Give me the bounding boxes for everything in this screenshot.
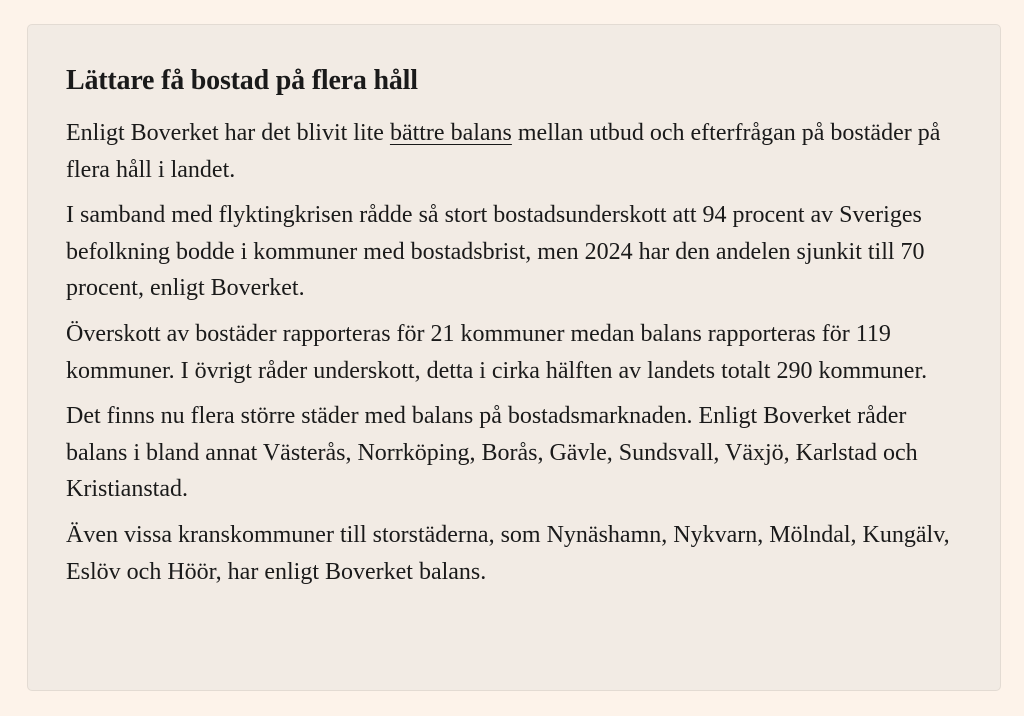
paragraph-text: Enligt Boverket har det blivit lite	[66, 120, 390, 146]
paragraph-housing-shortage: I samband med flyktingkrisen rådde så stort bostadsunderskott att 94 procent av Sveriges befolkning bodde i kommuner med bostadsbrist, men 2024 har den andelen sjunkit till 70 procent, enligt Boverket.	[66, 202, 925, 302]
battre-balans-link[interactable]: bättre balans	[389, 120, 512, 146]
paragraph-surplus-balance: Överskott av bostäder rapporteras för 21 kommuner medan balans rapporteras för 119 kommuner. I övrigt råder underskott, detta i cirka hälften av landets totalt 290 kommuner.	[66, 320, 928, 384]
paragraph-suburbs: Även vissa kranskommuner till storstäderna, som Nynäshamn, Nykvarn, Mölndal, Kungälv, Eslöv och Höör, har enligt Boverket balans.	[66, 521, 950, 585]
paragraph-text: mellan utbud och efterfrågan på bostäder på flera håll i landet.	[66, 120, 941, 183]
fact-box-title: Lättare få bostad på flera håll	[66, 65, 418, 96]
paragraph-larger-cities: Det finns nu flera större städer med balans på bostadsmarknaden. Enligt Boverket råder balans i bland annat Västerås, Norrköping, Borås, Gävle, Sundsvall, Växjö, Karlstad och Kristianstad.	[66, 403, 918, 503]
paragraph-balance-intro	[66, 115, 962, 188]
fact-box	[27, 24, 1001, 691]
